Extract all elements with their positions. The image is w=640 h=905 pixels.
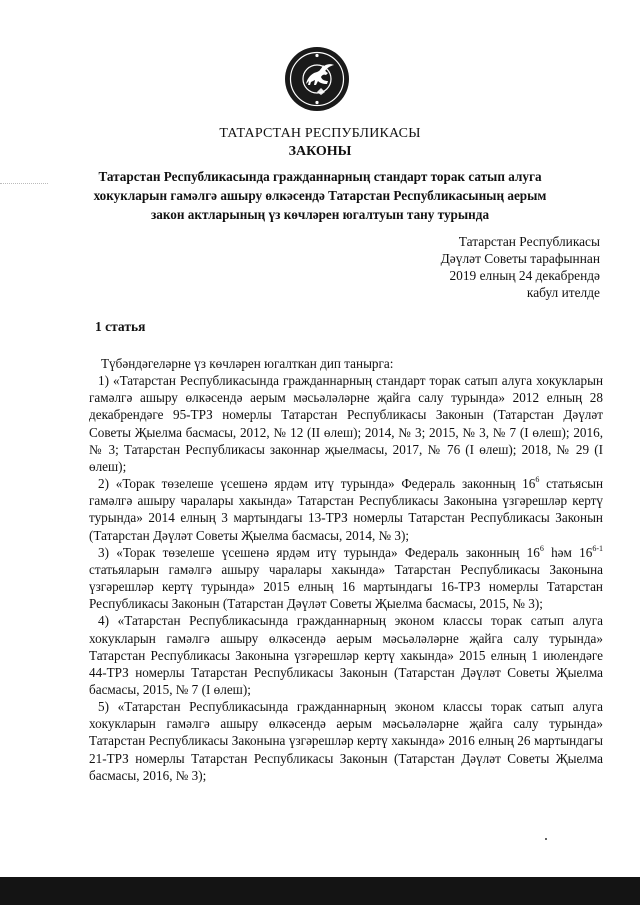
adoption-line-2: Дәүләт Советы тарафыннан [440,251,600,266]
item-3-text-c: статьяларын гамәлгә ашыру чаралары хакында» Татарстан Республикасы Законына үзгәрешләр кертү турында» 2015 елның 16 мартындагы 16-ТРЗ номерлы Татарстан Республикасы Законын (Татарстан Дәүләт Советы Җыелма басмасы, 2015, № 3); [89,561,603,612]
item-3-superscript-2: 6-1 [592,543,603,553]
article-item-3 [89,544,603,613]
scan-speck [545,838,547,840]
item-3-text-a: 3) «Торак төзелеше үсешенә ярдәм итү турында» Федераль законның 16 [98,544,540,560]
article-item-5: 5) «Татарстан Республикасында гражданнарның эконом классы торак сатып алуга хокукларын гамәлгә ашыру өлкәсендә аерым мәсьәләләрне җайга салу турында» Татарстан Республикасы Законына үзгәрешләр кертү хакында» 2016 елның 26 мартындагы 21-ТРЗ номерлы Татарстан Республикасы Законын (Татарстан Дәүләт Советы Җыелма басмасы, 2016, № 3); [89,699,603,783]
item-3-text-b: һәм 16 [543,544,593,560]
item-2-text-a: 2) «Торак төзелеше үсешенә ярдәм итү турында» Федераль законның 16 [98,476,536,492]
adoption-line-1: Татарстан Республикасы [458,234,600,249]
article-heading: 1 статья [95,319,146,334]
republic-heading: ТАТАРСТАН РЕСПУБЛИКАСЫ [219,126,421,141]
tatarstan-coat-of-arms-icon [284,46,350,112]
article-intro: Түбәндәгеләрне үз көчләрен югалткан дип танырга: [101,356,394,371]
article-item-2 [89,475,603,544]
adoption-block [400,233,600,301]
margin-mark [0,183,48,184]
adoption-line-4: кабул ителде [526,285,600,300]
law-heading: ЗАКОНЫ [288,144,352,159]
article-body [89,355,603,784]
article-item-4: 4) «Татарстан Республикасында гражданнарның эконом классы торак сатып алуга хокукларын гамәлгә ашыру өлкәсендә аерым мәсьәләләрне җайга салу турында» Татарстан Республикасы Законына үзгәрешләр кертү хакында» 2015 елның 1 июлендәге 44-ТРЗ номерлы Татарстан Республикасы Законын (Татарстан Дәүләт Советы Җыелма басмасы, 2015, № 7 (I өлеш); [89,613,603,697]
item-3-superscript-1: 6 [539,543,544,553]
item-2-superscript: 6 [535,475,540,485]
scan-edge-band [0,877,640,905]
item-2-text-b: статьясын гамәлгә ашыру чаралары хакында» Татарстан Республикасы Законына үзгәрешләр кертү турында» 2014 елның 3 мартындагы 13-ТРЗ номерлы Татарстан Республикасы Законын (Татарстан Дәүләт Советы Җыелма басмасы, 2014, № 3); [89,476,603,543]
adoption-line-3: 2019 елның 24 декабрендә [449,268,600,283]
article-item-1: 1) «Татарстан Республикасында гражданнарның стандарт торак сатып алуга хокукларын гамәлгә ашыру өлкәсендә аерым мәсьәләләрне җайга салу турында» 2012 елның 28 декабрендәге 95-ТРЗ номерлы Татарстан Республикасы Законын (Татарстан Дәүләт Советы Җыелма басмасы, 2012, № 12 (II өлеш); 2014, № 3; 2015, № 3, № 7 (I өлеш); 2016, № 3; Татарстан Республикасы законнар җыелмасы, 2017, № 76 (I өлеш); 2018, № 29 (I өлеш); [89,373,603,474]
law-title: Татарстан Республикасында гражданнарның стандарт торак сатып алуга хокукларын гамәлгә ашыру өлкәсендә Татарстан Республикасының аерым закон актларының үз көчләрен югалтуын тану турында [93,169,547,222]
